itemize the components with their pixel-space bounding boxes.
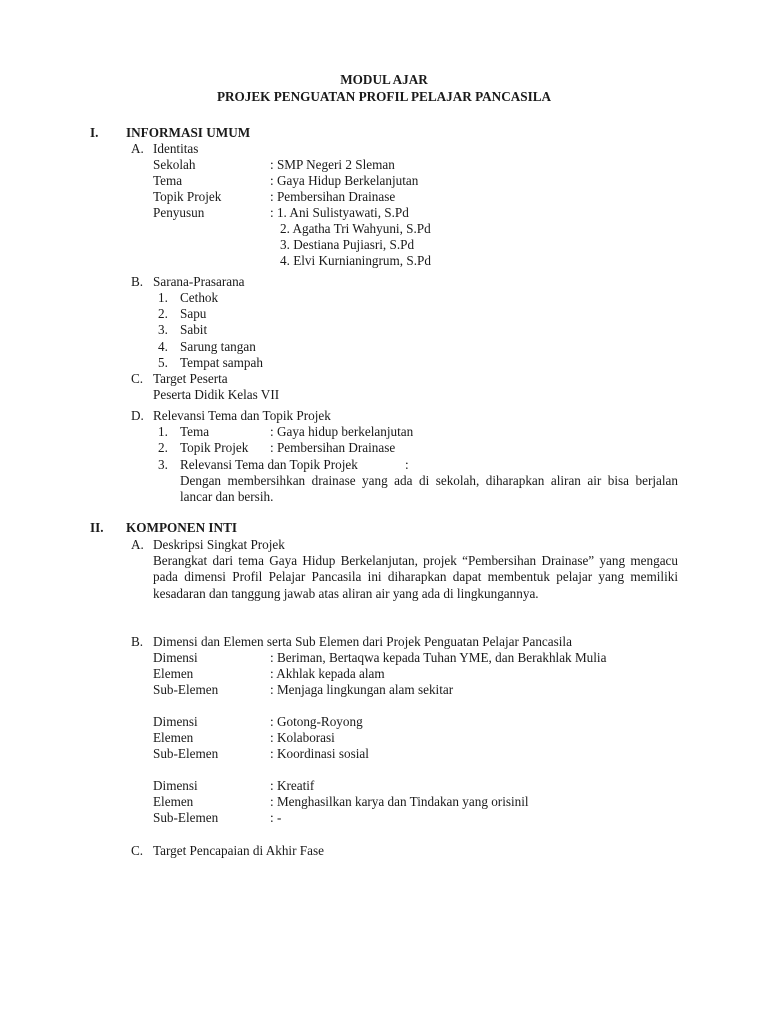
subsection-title: Sarana-Prasarana xyxy=(153,274,245,289)
section-title: KOMPONEN INTI xyxy=(126,520,237,535)
section-number: II. xyxy=(90,520,104,535)
field-label: Relevansi Tema dan Topik Projek xyxy=(180,457,358,472)
field-label: Sub-Elemen xyxy=(153,810,219,825)
field-value: : Kolaborasi xyxy=(270,730,335,745)
field-value: : Akhlak kepada alam xyxy=(270,666,385,681)
subsection-letter: D. xyxy=(131,408,144,423)
subsection-letter: A. xyxy=(131,141,144,156)
document-title: MODUL AJAR xyxy=(340,72,428,87)
list-item: Cethok xyxy=(180,290,219,305)
field-label: Topik Projek xyxy=(153,189,222,204)
field-value: : Menghasilkan karya dan Tindakan yang orisinil xyxy=(270,794,529,809)
section-title: INFORMASI UMUM xyxy=(126,125,251,140)
subsection-title: Relevansi Tema dan Topik Projek xyxy=(153,408,331,423)
field-label: Penyusun xyxy=(153,205,205,220)
field-label: Tema xyxy=(180,424,210,439)
field-value: : SMP Negeri 2 Sleman xyxy=(270,157,395,172)
field-value: : Kreatif xyxy=(270,778,315,793)
subsection-title: Target Peserta xyxy=(153,371,228,386)
field-label: Elemen xyxy=(153,730,194,745)
field-value: : Beriman, Bertaqwa kepada Tuhan YME, dan Berakhlak Mulia xyxy=(270,650,607,665)
subsection-title: Dimensi dan Elemen serta Sub Elemen dari Projek Penguatan Pelajar Pancasila xyxy=(153,634,572,649)
list-item: Sapu xyxy=(180,306,207,321)
subsection-letter: C. xyxy=(131,371,144,386)
field-value: : Menjaga lingkungan alam sekitar xyxy=(270,682,454,697)
field-value: : Pembersihan Drainase xyxy=(270,189,396,204)
field-label: Sekolah xyxy=(153,157,196,172)
field-label: Dimensi xyxy=(153,778,198,793)
target-text: Peserta Didik Kelas VII xyxy=(153,387,280,402)
field-label: Tema xyxy=(153,173,183,188)
list-item: Sarung tangan xyxy=(180,339,256,354)
relevansi-paragraph: Dengan membersihkan drainase yang ada di sekolah, diharapkan aliran air bisa berjalan lancar dan bersih. xyxy=(180,473,678,505)
list-item: Tempat sampah xyxy=(180,355,263,370)
field-colon: : xyxy=(405,457,409,472)
field-value: : Gaya Hidup Berkelanjutan xyxy=(270,173,419,188)
list-number: 1. xyxy=(158,290,168,305)
field-label: Topik Projek xyxy=(180,440,249,455)
field-value: : 1. Ani Sulistyawati, S.Pd xyxy=(270,205,409,220)
list-number: 3. xyxy=(158,457,168,472)
section-number: I. xyxy=(90,125,99,140)
list-item: Sabit xyxy=(180,322,208,337)
list-number: 2. xyxy=(158,440,168,455)
field-label: Elemen xyxy=(153,666,194,681)
field-label: Dimensi xyxy=(153,650,198,665)
subsection-letter: C. xyxy=(131,843,144,858)
subsection-letter: A. xyxy=(131,537,144,552)
field-label: Dimensi xyxy=(153,714,198,729)
subsection-title: Identitas xyxy=(153,141,199,156)
subsection-title: Target Pencapaian di Akhir Fase xyxy=(153,843,324,858)
subsection-letter: B. xyxy=(131,634,144,649)
list-number: 4. xyxy=(158,339,168,354)
list-number: 2. xyxy=(158,306,168,321)
list-number: 5. xyxy=(158,355,168,370)
list-number: 3. xyxy=(158,322,168,337)
deskripsi-paragraph: Berangkat dari tema Gaya Hidup Berkelanjutan, projek “Pembersihan Drainase” yang mengacu pada dimensi Profil Pelajar Pancasila ini diharapkan dapat membentuk pelajar yang memiliki kesadaran dan tanggung jawab atas aliran air yang ada di lingkungannya. xyxy=(153,553,678,601)
field-value: : - xyxy=(270,810,282,825)
field-value: : Pembersihan Drainase xyxy=(270,440,396,455)
field-label: Elemen xyxy=(153,794,194,809)
field-value: : Gotong-Royong xyxy=(270,714,363,729)
author-name: 2. Agatha Tri Wahyuni, S.Pd xyxy=(280,221,431,236)
field-label: Sub-Elemen xyxy=(153,682,219,697)
subsection-letter: B. xyxy=(131,274,144,289)
author-name: 4. Elvi Kurnianingrum, S.Pd xyxy=(280,253,431,268)
subsection-title: Deskripsi Singkat Projek xyxy=(153,537,285,552)
field-value: : Gaya hidup berkelanjutan xyxy=(270,424,414,439)
field-label: Sub-Elemen xyxy=(153,746,219,761)
author-name: 3. Destiana Pujiasri, S.Pd xyxy=(280,237,415,252)
document-subtitle: PROJEK PENGUATAN PROFIL PELAJAR PANCASILA xyxy=(216,89,552,104)
field-value: : Koordinasi sosial xyxy=(270,746,369,761)
list-number: 1. xyxy=(158,424,168,439)
